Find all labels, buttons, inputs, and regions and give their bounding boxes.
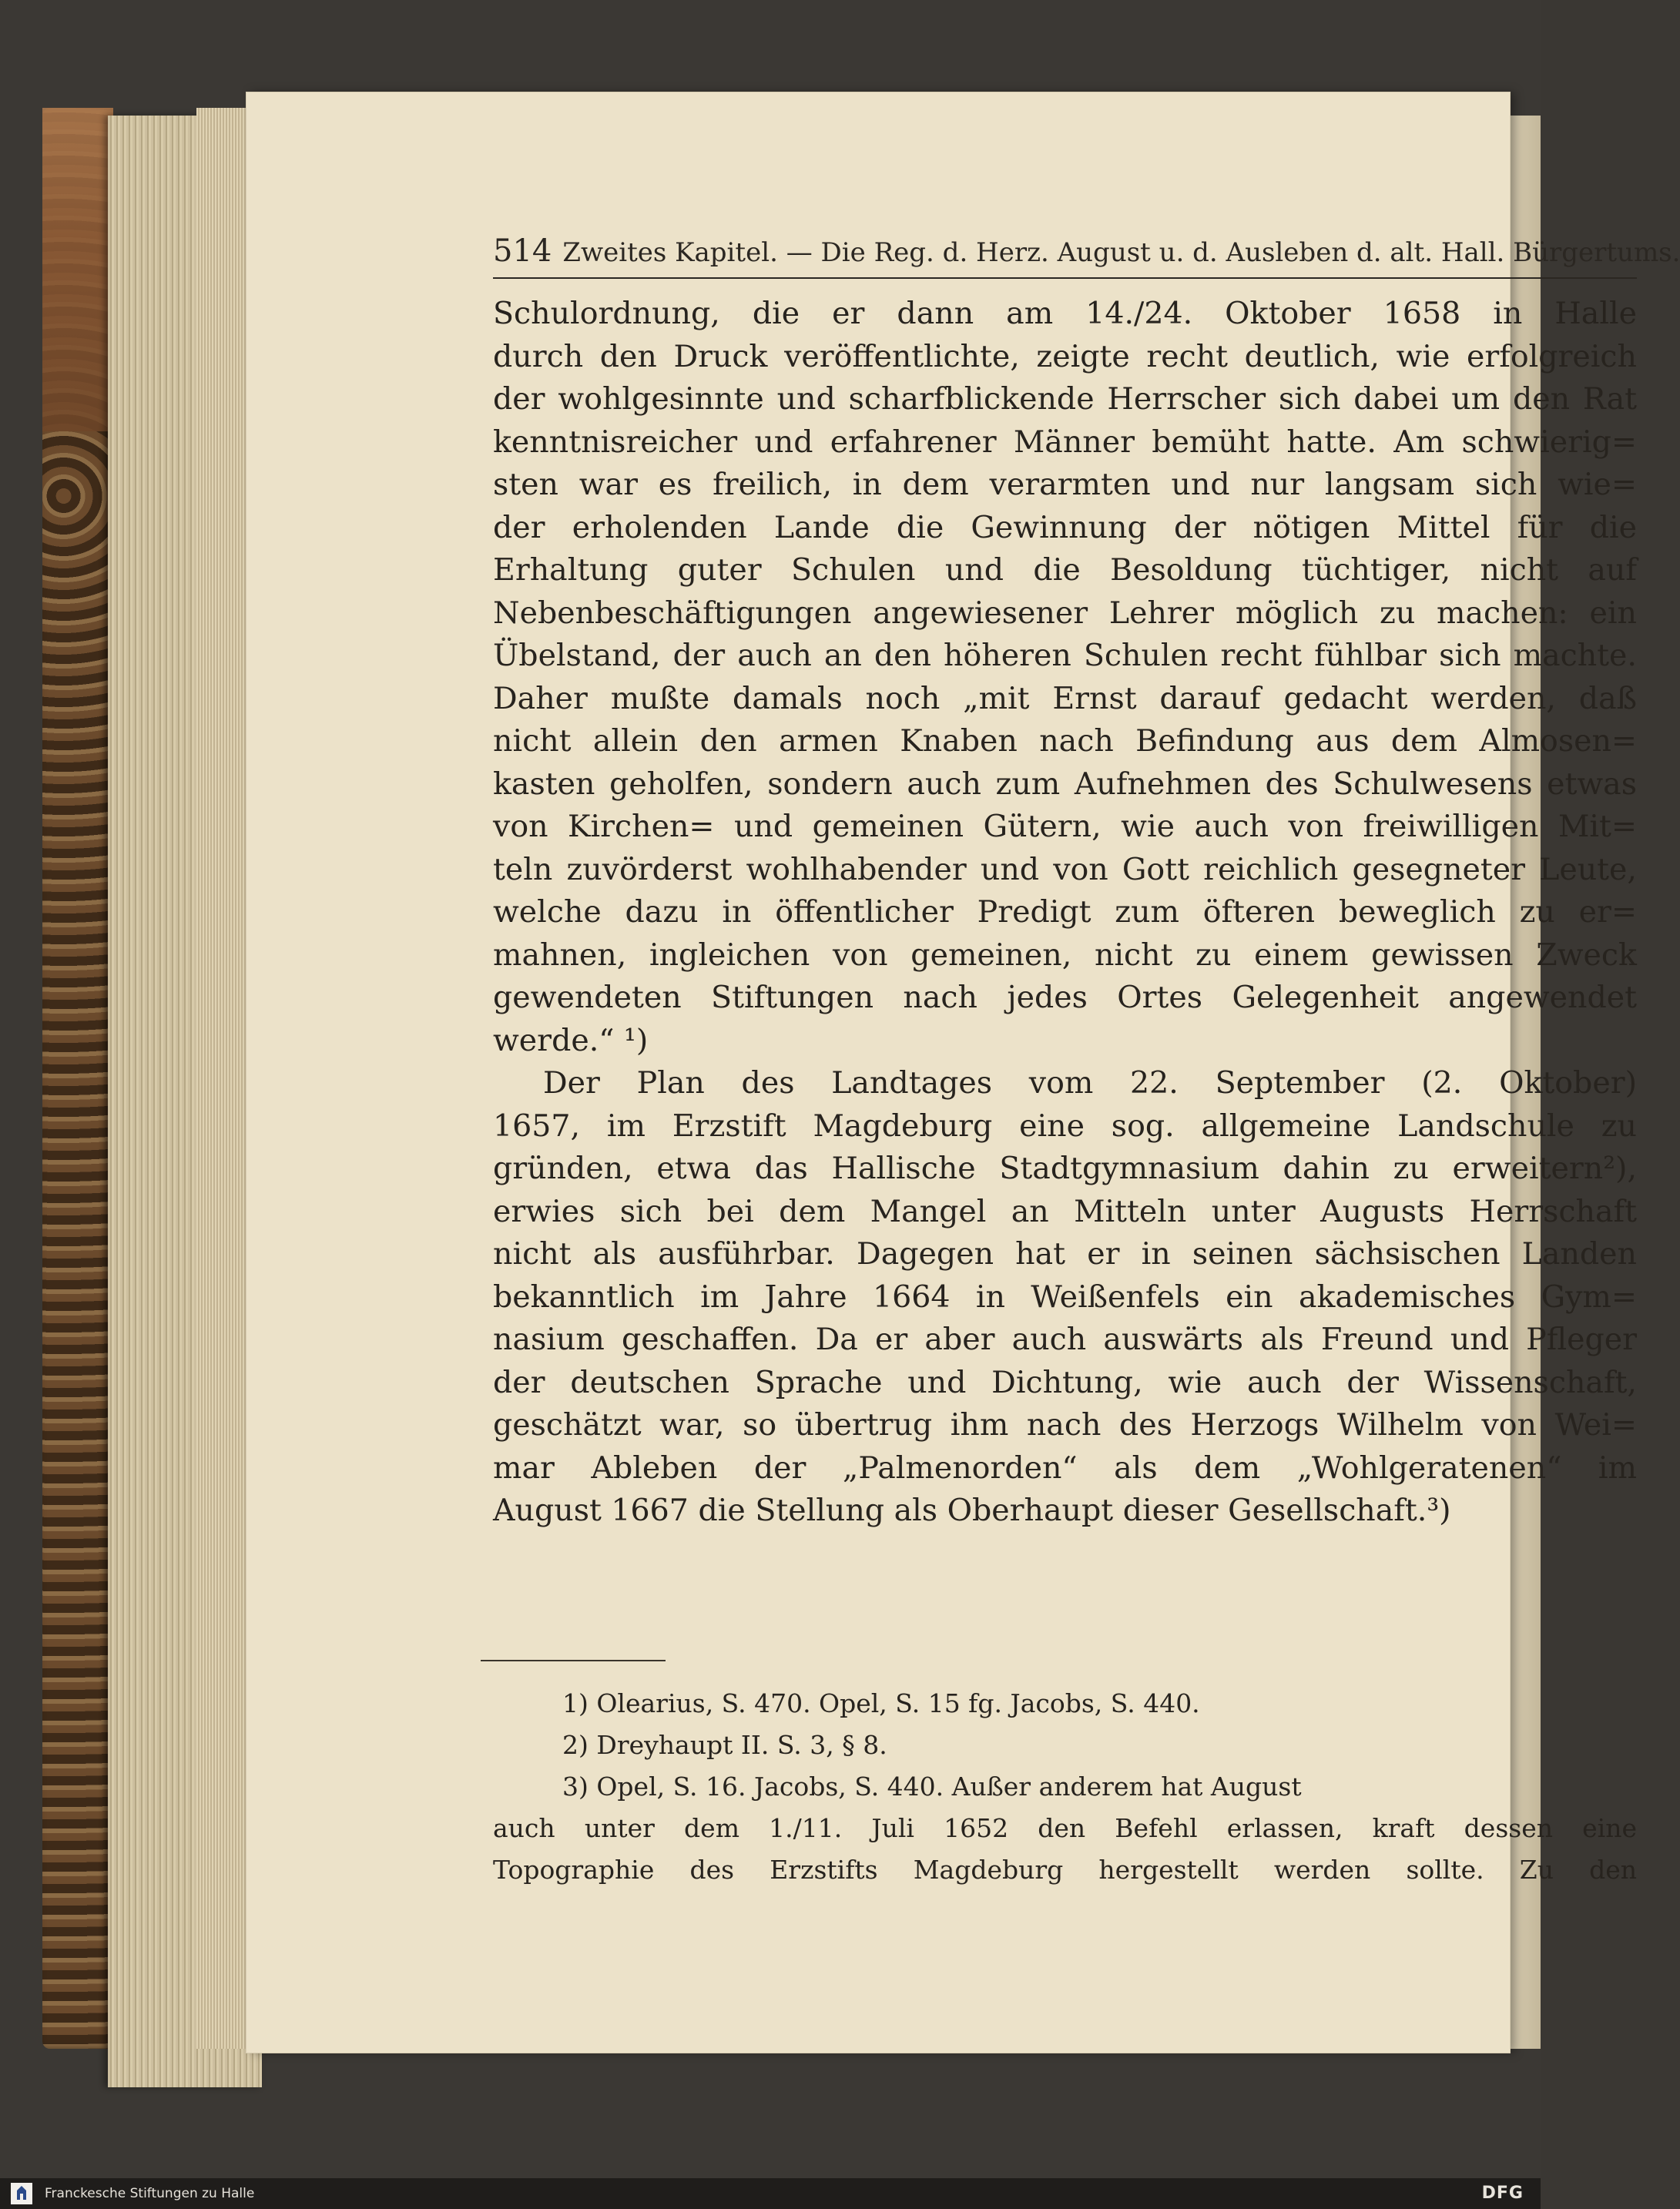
text-line: kenntnisreicher und erfahrener Männer bemüht hatte. Am schwierig= bbox=[493, 424, 1637, 460]
text-line: der erholenden Lande die Gewinnung der nötigen Mittel für die bbox=[493, 509, 1637, 545]
text-line: nicht allein den armen Knaben nach Befindung aus dem Almosen= bbox=[493, 723, 1637, 759]
text-line: mar Ableben der „Palmenorden“ als dem „Wohlgeratenen“ im bbox=[493, 1450, 1637, 1486]
body-text bbox=[493, 293, 1637, 1533]
text-line: August 1667 die Stellung als Oberhaupt dieser Gesellschaft.³) bbox=[493, 1493, 1451, 1528]
text-line: gewendeten Stiftungen nach jedes Ortes Gelegenheit angewendet bbox=[493, 980, 1637, 1015]
footnote-3-continued: Topographie des Erzstifts Magdeburg hergestellt werden sollte. Zu den bbox=[493, 1855, 1637, 1885]
paragraph-2 bbox=[493, 1062, 1637, 1533]
paragraph-1 bbox=[493, 293, 1637, 1062]
header-rule bbox=[493, 277, 1637, 279]
text-line: Erhaltung guter Schulen und die Besoldung tüchtiger, nicht auf bbox=[493, 552, 1637, 588]
text-line: erwies sich bei dem Mangel an Mitteln unter Augusts Herrschaft bbox=[493, 1193, 1637, 1229]
footnote-3-continued: auch unter dem 1./11. Juli 1652 den Befehl erlassen, kraft dessen eine bbox=[493, 1813, 1637, 1843]
dfg-logo: DFG bbox=[1481, 2184, 1524, 2203]
text-line: von Kirchen= und gemeinen Gütern, wie auch von freiwilligen Mit= bbox=[493, 809, 1637, 844]
text-line: Nebenbeschäftigungen angewiesener Lehrer möglich zu machen: ein bbox=[493, 595, 1637, 631]
running-head bbox=[493, 227, 1680, 275]
text-line: geschätzt war, so übertrug ihm nach des Herzogs Wilhelm von Wei= bbox=[493, 1407, 1637, 1443]
book-page bbox=[246, 92, 1680, 2053]
text-line: welche dazu in öffentlicher Predigt zum öfteren beweglich zu er= bbox=[493, 894, 1637, 930]
text-line: nicht als ausführbar. Dagegen hat er in seinen sächsischen Landen bbox=[493, 1236, 1637, 1272]
text-line: 1657, im Erzstift Magdeburg eine sog. allgemeine Landschule zu bbox=[493, 1108, 1637, 1144]
text-line: Der Plan des Landtages vom 22. September (2. Oktober) bbox=[543, 1065, 1637, 1101]
footnote-rule bbox=[481, 1660, 666, 1661]
footnotes bbox=[493, 1683, 1637, 1891]
page-number: 514 bbox=[493, 233, 552, 269]
book-cover-leather bbox=[42, 108, 113, 431]
text-line: Daher mußte damals noch „mit Ernst darauf gedacht werden, daß bbox=[493, 680, 1637, 716]
text-line: der deutschen Sprache und Dichtung, wie auch der Wissenschaft, bbox=[493, 1364, 1637, 1400]
institution-name: Franckesche Stiftungen zu Halle bbox=[45, 2186, 255, 2201]
text-line: werde.“ ¹) bbox=[493, 1022, 649, 1058]
text-line: kasten geholfen, sondern auch zum Aufnehmen des Schulwesens etwas bbox=[493, 766, 1637, 802]
franckesche-logo-icon bbox=[11, 2183, 32, 2204]
text-line: bekanntlich im Jahre 1664 in Weißenfels ein akademisches Gym= bbox=[493, 1279, 1637, 1315]
text-line: gründen, etwa das Hallische Stadtgymnasium dahin zu erweitern²), bbox=[493, 1151, 1637, 1186]
text-line: durch den Druck veröffentlichte, zeigte recht deutlich, wie erfolgreich bbox=[493, 338, 1637, 374]
viewer-footer-bar bbox=[0, 2178, 1541, 2209]
footnote-1: 1) Olearius, S. 470. Opel, S. 15 fg. Jacobs, S. 440. bbox=[562, 1688, 1200, 1718]
text-line: mahnen, ingleichen von gemeinen, nicht zu einem gewissen Zweck bbox=[493, 937, 1637, 973]
footnote-2: 2) Dreyhaupt II. S. 3, § 8. bbox=[562, 1730, 887, 1760]
running-head-text: Zweites Kapitel. — Die Reg. d. Herz. August u. d. Ausleben d. alt. Hall. Bürgertums. bbox=[562, 237, 1680, 268]
text-line: Übelstand, der auch an den höheren Schulen recht fühlbar sich machte. bbox=[493, 638, 1637, 673]
text-line: sten war es freilich, in dem verarmten und nur langsam sich wie= bbox=[493, 467, 1637, 502]
text-line: teln zuvörderst wohlhabender und von Gott reichlich gesegneter Leute, bbox=[493, 851, 1637, 887]
text-line: Schulordnung, die er dann am 14./24. Oktober 1658 in Halle bbox=[493, 296, 1637, 331]
text-line: der wohlgesinnte und scharfblickende Herrscher sich dabei um den Rat bbox=[493, 381, 1637, 417]
footnote-3: 3) Opel, S. 16. Jacobs, S. 440. Außer anderem hat August bbox=[562, 1772, 1302, 1802]
text-line: nasium geschaffen. Da er aber auch auswärts als Freund und Pfleger bbox=[493, 1322, 1637, 1357]
